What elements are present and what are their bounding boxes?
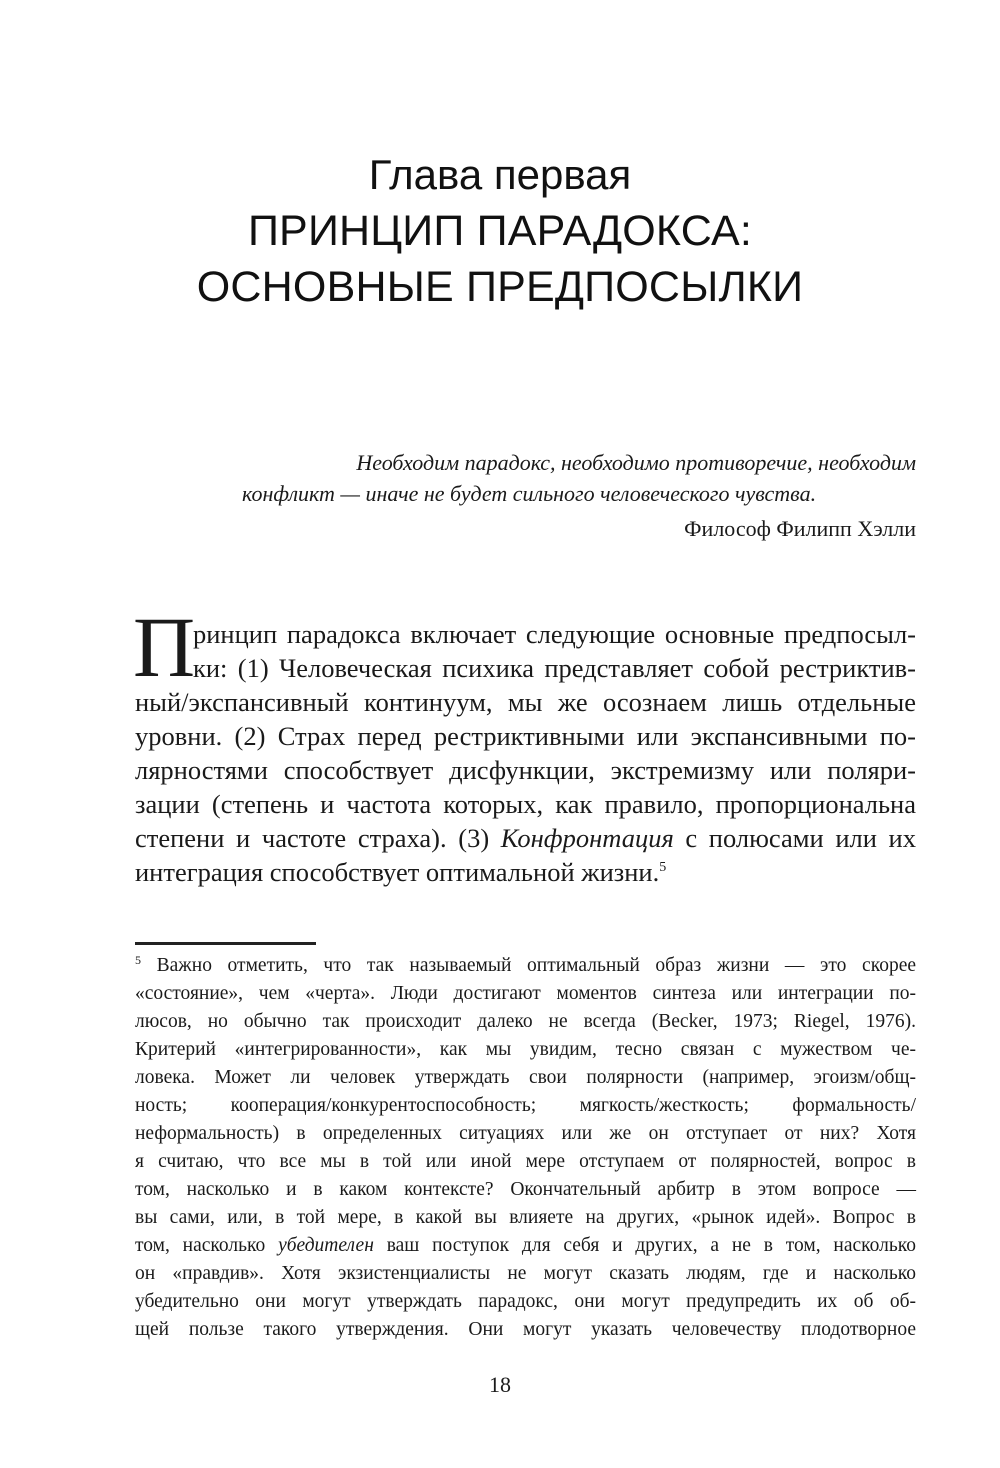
footnote-text-run: том, насколько bbox=[135, 1235, 279, 1256]
body-line: лярностями способствует дисфункции, экстремизму или поляри- bbox=[135, 755, 916, 785]
body-line bbox=[135, 854, 916, 890]
footnote-line: «состояние», чем «черта». Люди достигают моментов синтеза или интеграции по- bbox=[135, 983, 916, 1004]
footnote-line: убедительно они могут утверждать парадокс, они могут предупредить их об об- bbox=[135, 1291, 916, 1312]
footnote-line: ловека. Может ли человек утверждать свои полярности (например, эгоизм/общ- bbox=[135, 1067, 916, 1088]
footnote-marker: 5 bbox=[135, 953, 141, 967]
footnote-line: щей пользе такого утверждения. Они могут указать человечеству плодотворное bbox=[135, 1319, 916, 1340]
page-number: 18 bbox=[489, 1372, 511, 1397]
footnote-line bbox=[135, 952, 916, 979]
chapter-heading bbox=[0, 147, 1000, 315]
chapter-title-line-2: ОСНОВНЫЕ ПРЕДПОСЫЛКИ bbox=[196, 263, 804, 311]
footnote-line bbox=[135, 1232, 916, 1259]
body-italic-term: Конфронтация bbox=[500, 823, 674, 853]
footnote-line: вы сами, или, в той мере, в какой вы влияете на других, «рынок идей». Вопрос в bbox=[135, 1207, 916, 1228]
chapter-title-line-1: ПРИНЦИП ПАРАДОКСА: bbox=[247, 207, 753, 255]
body-text-run: с полюсами или их bbox=[673, 823, 916, 853]
footnote-text-run: Важно отметить, что так называемый оптимальный образ жизни — это скорее bbox=[141, 955, 916, 976]
epigraph-author: Философ Филипп Хэлли bbox=[684, 516, 916, 541]
body-text-run: интеграция способствует оптимальной жизни. bbox=[135, 857, 660, 887]
body-line: ринцип парадокса включает следующие основные предпосыл- bbox=[193, 619, 916, 649]
body-line: ки: (1) Человеческая психика представляет собой рестриктив- bbox=[193, 653, 916, 683]
footnote-line: люсов, но обычно так происходит далеко не всегда (Becker, 1973; Riegel, 1976). bbox=[135, 1011, 916, 1032]
footnote-line: том, насколько и в каком контексте? Окончательный арбитр в этом вопросе — bbox=[135, 1179, 916, 1200]
epigraph-line-1: Необходим парадокс, необходимо противоречие, необходим bbox=[356, 450, 916, 475]
epigraph-line-2: конфликт — иначе не будет сильного человеческого чувства. bbox=[242, 481, 817, 506]
footnote-text-run: ваш поступок для себя и других, а не в том, насколько bbox=[373, 1235, 916, 1256]
body-text-run: степени и частоте страха). (3) bbox=[135, 823, 501, 853]
footnote-line: Критерий «интегрированности», как мы увидим, тесно связан с мужеством че- bbox=[135, 1039, 916, 1060]
footnote-line: он «правдив». Хотя экзистенциалисты не могут сказать людям, где и насколько bbox=[135, 1263, 916, 1284]
footnote-line: неформальность) в определенных ситуациях или же он отступает от них? Хотя bbox=[135, 1123, 916, 1144]
body-line: зации (степень и частота которых, как правило, пропорциональна bbox=[135, 789, 916, 819]
footnote-italic-term: убедителен bbox=[278, 1235, 374, 1256]
footnote-line: я считаю, что все мы в той или иной мере отступаем от полярностей, вопрос в bbox=[135, 1151, 916, 1172]
body-line: ный/экспансивный континуум, мы же осознаем лишь отдельные bbox=[135, 687, 916, 717]
footnote-divider bbox=[135, 942, 316, 945]
chapter-label: Глава первая bbox=[368, 151, 632, 198]
body-line: уровни. (2) Страх перед рестриктивными или экспансивными по- bbox=[135, 721, 916, 751]
drop-cap: П bbox=[133, 599, 196, 695]
footnote-line: ность; кооперация/конкурентоспособность; мягкость/жесткость; формальность/ bbox=[135, 1095, 916, 1116]
body-line bbox=[135, 820, 916, 856]
footnote-reference[interactable]: 5 bbox=[659, 860, 667, 875]
